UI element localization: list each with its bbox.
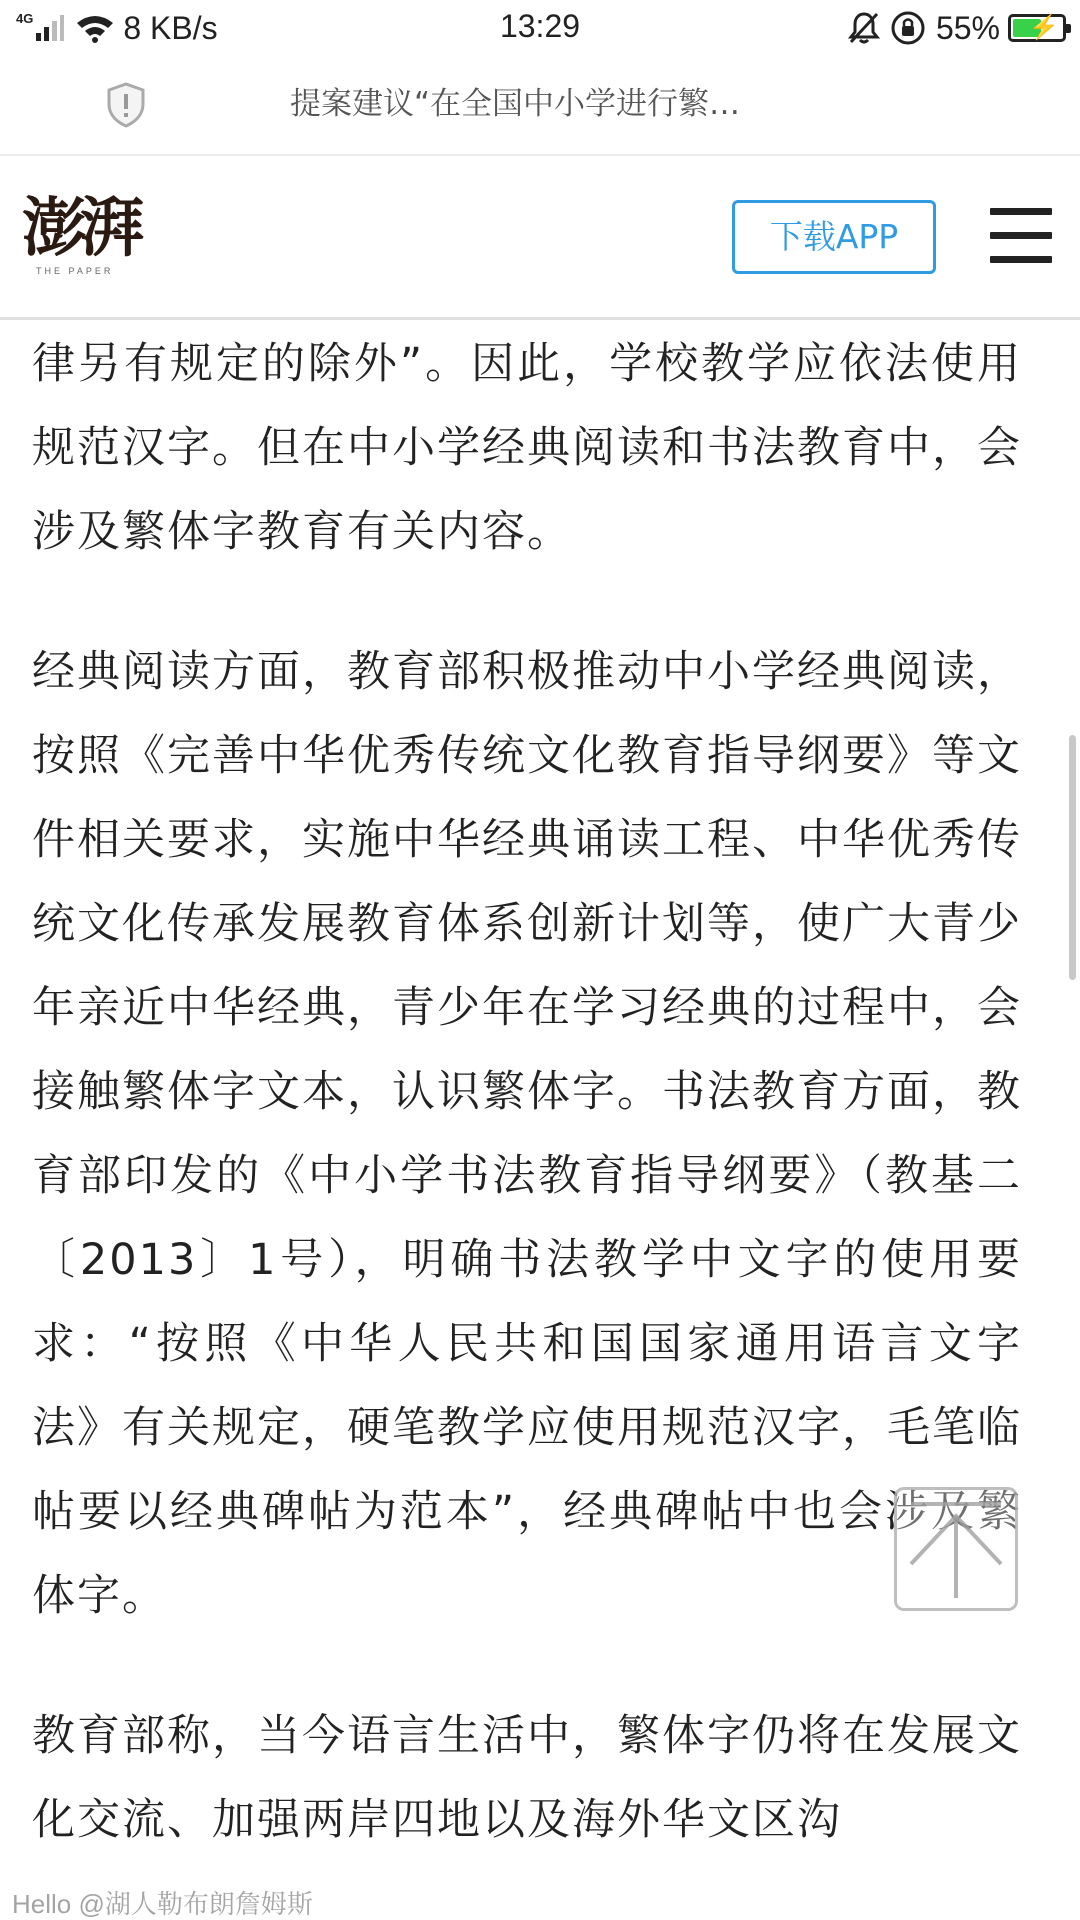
back-to-top-button[interactable]	[894, 1487, 1018, 1611]
hamburger-menu-icon[interactable]	[990, 208, 1052, 264]
network-type: 4G	[16, 10, 34, 26]
network-speed: 8 KB/s	[123, 9, 218, 46]
battery-percent: 55%	[935, 9, 1000, 46]
status-right	[848, 8, 1066, 48]
scrollbar[interactable]	[1069, 735, 1076, 980]
charging-icon: ⚡	[1029, 14, 1059, 41]
download-app-button[interactable]: 下载APP	[732, 200, 936, 274]
shield-icon	[106, 82, 146, 128]
site-header	[0, 158, 1080, 320]
mute-bell-icon	[848, 11, 880, 45]
arrow-up-icon	[897, 1490, 1015, 1608]
site-logo[interactable]	[22, 192, 172, 286]
article-body	[32, 322, 1022, 1862]
page-title: 提案建议“在全国中小学进行繁…	[290, 86, 741, 122]
watermark: Hello @湖人勒布朗詹姆斯	[12, 1889, 313, 1919]
battery-icon	[1008, 14, 1066, 42]
browser-title-bar[interactable]	[0, 62, 1080, 156]
logo-text: 澎湃	[22, 191, 138, 266]
rotation-lock-icon	[890, 10, 926, 46]
logo-subtext: THE PAPER	[36, 266, 114, 276]
status-bar	[0, 0, 1080, 56]
clock: 13:29	[499, 8, 581, 44]
article-paragraph: 教育部称，当今语言生活中，繁体字仍将在发展文化交流、加强两岸四地以及海外华文区沟	[32, 1711, 1022, 1845]
article-paragraph: 经典阅读方面，教育部积极推动中小学经典阅读，按照《完善中华优秀传统文化教育指导纲要》等文件相关要求，实施中华经典诵读工程、中华优秀传统文化传承发展教育体系创新计划等，使广大青少年亲近中华经典，青少年在学习经典的过程中，会接触繁体字文本，认识繁体字。书法教育方面，教育部印发的《中小学书法教育指导纲要》（教基二〔2013〕1号），明确书法教学中文字的使用要求：“按照《中华人民共和国国家通用语言文字法》有关规定，硬笔教学应使用规范汉字，毛笔临帖要以经典碑帖为范本”，经典碑帖中也会涉及繁体字。	[32, 647, 1022, 1621]
article-paragraph: 律另有规定的除外”。因此，学校教学应依法使用规范汉字。但在中小学经典阅读和书法教育中，会涉及繁体字教育有关内容。	[32, 339, 1022, 557]
